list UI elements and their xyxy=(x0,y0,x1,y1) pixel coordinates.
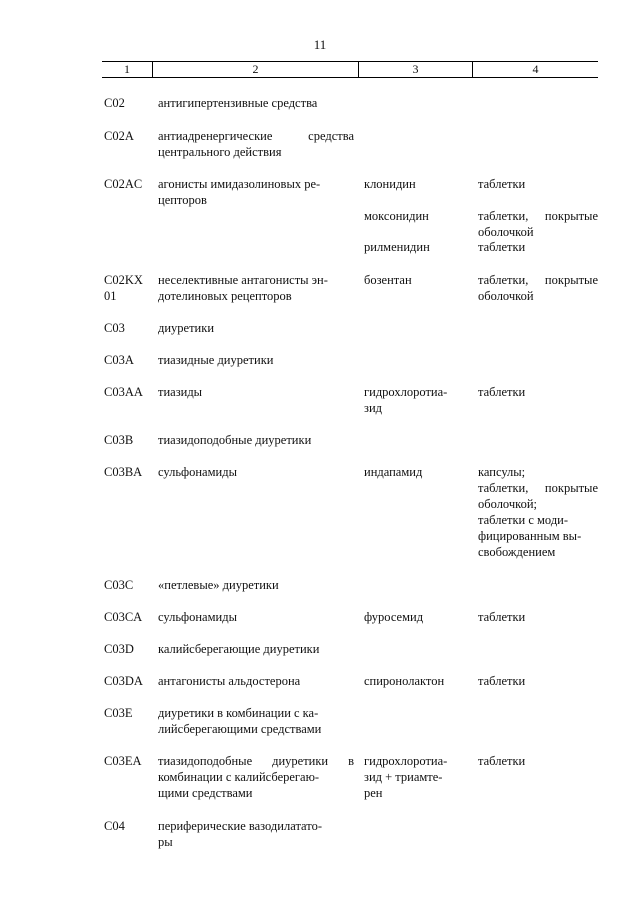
atc-code: C03AA xyxy=(104,385,143,399)
atc-code: C02 xyxy=(104,96,125,110)
dosage-form: таблетки xyxy=(478,240,526,254)
dosage-form: таблетки, покрытые оболочкой xyxy=(478,273,598,303)
group-name: диуретики xyxy=(158,321,215,335)
drug-name: гидрохлоротиа- зид + триамте- рен xyxy=(364,754,448,800)
atc-code: C03B xyxy=(104,433,134,447)
group-name: агонисты имидазолиновых ре- цепторов xyxy=(158,177,321,207)
header-col-4: 4 xyxy=(472,62,598,77)
header-col-1: 1 xyxy=(124,62,130,76)
group-name: антигипертензивные средства xyxy=(158,96,318,110)
atc-code: C02KX 01 xyxy=(104,273,143,303)
drug-name: фуросемид xyxy=(364,610,424,624)
drug-name: клонидин xyxy=(364,177,416,191)
group-name: сульфонамиды xyxy=(158,610,237,624)
atc-code: C03A xyxy=(104,353,134,367)
group-name: антиадренергические средства центрального действия xyxy=(158,129,354,159)
atc-code: C02A xyxy=(104,129,134,143)
drug-name: бозентан xyxy=(364,273,412,287)
table-header xyxy=(102,61,598,78)
group-name: периферические вазодилатато- ры xyxy=(158,819,322,849)
drug-name: индапамид xyxy=(364,465,423,479)
atc-code: C04 xyxy=(104,819,125,833)
drug-name: гидрохлоротиа- зид xyxy=(364,385,448,415)
dosage-form: капсулы; таблетки, покрытые оболочкой; таблетки с моди- фицированным вы- свобождением xyxy=(478,465,598,559)
group-name: антагонисты альдостерона xyxy=(158,674,301,688)
atc-code: C03C xyxy=(104,578,134,592)
group-name: тиазиды xyxy=(158,385,203,399)
group-name: тиазидные диуретики xyxy=(158,353,274,367)
atc-code: C03E xyxy=(104,706,133,720)
group-name: сульфонамиды xyxy=(158,465,237,479)
atc-code: C03 xyxy=(104,321,125,335)
atc-code: C03EA xyxy=(104,754,142,768)
group-name: калийсберегающие диуретики xyxy=(158,642,320,656)
atc-code: C03CA xyxy=(104,610,143,624)
header-col-2: 2 xyxy=(152,62,358,77)
header-col-3: 3 xyxy=(358,62,472,77)
group-name: диуретики в комбинации с ка- лийсберегающими средствами xyxy=(158,706,322,736)
drug-name: спиронолактон xyxy=(364,674,445,688)
drug-name: рилменидин xyxy=(364,240,430,254)
group-name: тиазидоподобные диуретики в комбинации с калийсберегаю- щими средствами xyxy=(158,754,354,800)
dosage-form: таблетки, покрытые оболочкой xyxy=(478,209,598,239)
dosage-form: таблетки xyxy=(478,610,526,624)
dosage-form: таблетки xyxy=(478,177,526,191)
drug-table xyxy=(102,61,598,849)
group-name: тиазидоподобные диуретики xyxy=(158,433,312,447)
dosage-form: таблетки xyxy=(478,385,526,399)
drug-name: моксонидин xyxy=(364,209,429,223)
dosage-form: таблетки xyxy=(478,754,526,768)
atc-code: C03DA xyxy=(104,674,143,688)
atc-code: C03D xyxy=(104,642,134,656)
group-name: «петлевые» диуретики xyxy=(158,578,279,592)
atc-code: C03BA xyxy=(104,465,143,479)
page-number: 11 xyxy=(313,37,327,52)
dosage-form: таблетки xyxy=(478,674,526,688)
atc-code: C02AC xyxy=(104,177,143,191)
group-name: неселективные антагонисты эн- дотелиновых рецепторов xyxy=(158,273,328,303)
